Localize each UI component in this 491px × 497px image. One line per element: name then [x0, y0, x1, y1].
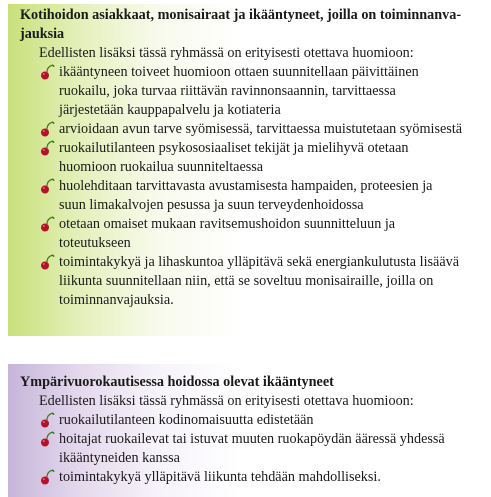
section-intro: Edellisten lisäksi tässä ryhmässä on erityisesti otettava huomioon:: [39, 393, 414, 409]
list-item-line: arvioidaan avun tarve syömisessä, tarvittaessa muistutetaan syömisestä: [59, 121, 463, 137]
list-item-line: suun limakalvojen pesussa ja suun terveydenhoidossa: [59, 197, 364, 213]
list-item-line: hoitajat ruokailevat tai istuvat muuten ruokapöydän ääressä yhdessä: [59, 431, 445, 447]
section-title: Kotihoidon asiakkaat, monisairaat ja ikääntyneet, joilla on toiminnanva-: [20, 7, 462, 23]
list-item-line: ruokailutilanteen psykososiaaliset tekijät ja mielihyvä otetaan: [59, 140, 409, 156]
section-intro: Edellisten lisäksi tässä ryhmässä on erityisesti otettava huomioon:: [39, 45, 414, 61]
list-item-line: toimintakykyä ylläpitävä liikunta tehdään mahdolliseksi.: [59, 469, 381, 485]
list-item-line: järjestetään kauppapalvelu ja kotiateria: [59, 102, 281, 118]
cherry-bullet-icon: [40, 178, 56, 195]
section-title-continued: jauksia: [20, 26, 65, 42]
list-item-line: toimintakykyä ja lihaskuntoa ylläpitävä sekä energiankulutusta lisäävä: [59, 254, 460, 270]
list-item-line: huomioon ruokailua suunniteltaessa: [59, 159, 264, 175]
cherry-bullet-icon: [40, 254, 56, 271]
list-item-line: ikääntyneiden kanssa: [59, 450, 180, 466]
cherry-bullet-icon: [40, 412, 56, 429]
cherry-bullet-icon: [40, 140, 56, 157]
cherry-bullet-icon: [40, 216, 56, 233]
list-item-line: toteutukseen: [59, 235, 131, 251]
list-item-line: huolehditaan tarvittavasta avustamisesta hampaiden, proteesien ja: [59, 178, 433, 194]
list-item-line: liikunta suunnitellaan niin, että se soveltuu monisairaille, joilla on: [59, 273, 434, 289]
cherry-bullet-icon: [40, 431, 56, 448]
list-item-line: toiminnanvajauksia.: [59, 292, 174, 308]
list-item-line: ruokailu, joka turvaa riittävän ravinnonsaannin, tarvittaessa: [59, 83, 396, 99]
cherry-bullet-icon: [40, 469, 56, 486]
list-item-line: ruokailutilanteen kodinomaisuutta edistetään: [59, 412, 314, 428]
list-item-line: otetaan omaiset mukaan ravitsemushoidon suunnitteluun ja: [59, 216, 396, 232]
cherry-bullet-icon: [40, 64, 56, 81]
cherry-bullet-icon: [40, 121, 56, 138]
section-title: Ympärivuorokautisessa hoidossa olevat ikääntyneet: [20, 374, 334, 390]
list-item-line: ikääntyneen toiveet huomioon ottaen suunnitellaan päivittäinen: [59, 64, 419, 80]
